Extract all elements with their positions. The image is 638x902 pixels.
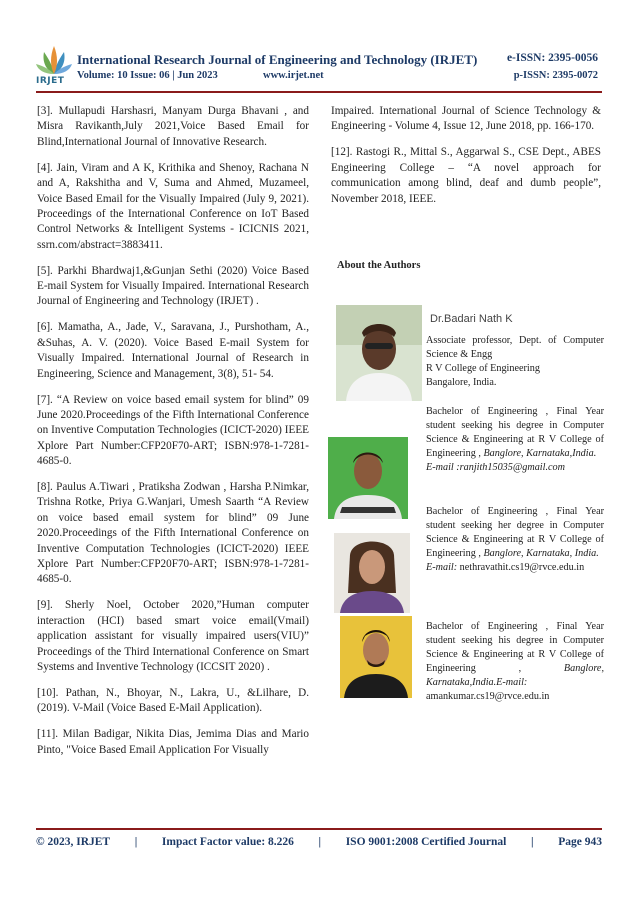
p-issn: p-ISSN: 2395-0072 xyxy=(513,70,598,81)
page-number: Page 943 xyxy=(558,836,602,848)
reference-item: [9]. Sherly Noel, October 2020,”Human computer interaction (HCI) based smart voice email(Vmail) application assistant for visually impaired users(VIU)” Proceedings of the Third International Conference on Smart Systems and Inventive Technology (ICCSIT 2020) . xyxy=(37,599,309,673)
author-photo xyxy=(334,533,410,613)
page-header xyxy=(0,0,638,92)
bio-location: Banglore, Karnataka, India. xyxy=(483,548,599,559)
footer-separator: | xyxy=(134,836,138,848)
footer-divider xyxy=(36,828,602,830)
reference-item: [4]. Jain, Viram and A K, Krithika and Shenoy, Rachana N and A, Rakshitha and V, Suma and Ahmed, Muzameel, Voice Based Email for the Visually Impaired (July 9, 2021). Proceedings of the International Conference on IoT Based Control Networks & Intelligent Systems - ICICNIS 2021, ssrn.com/abstract=3883411. xyxy=(37,161,309,251)
references-left-column xyxy=(37,104,309,769)
author-photo xyxy=(336,305,422,401)
reference-item: [10]. Pathan, N., Bhoyar, N., Lakra, U., &Lilhare, D. (2019). V-Mail (Voice Based E-Mail Application). xyxy=(37,686,309,715)
bio-text: Bachelor of Engineering , Final Year student seeking her degree in Computer Science & Engineering at R V College of Engineering , xyxy=(426,506,604,559)
impact-factor: Impact Factor value: 8.226 xyxy=(161,836,294,848)
bio-line: Bangalore, India. xyxy=(426,377,497,388)
volume-issue: Volume: 10 Issue: 06 | Jun 2023 xyxy=(77,70,218,81)
header-divider xyxy=(36,91,602,93)
reference-item: Impaired. International Journal of Science Technology & Engineering - Volume 4, Issue 12, June 2018, pp. 166-170. xyxy=(331,105,601,133)
author-bio xyxy=(426,620,604,704)
footer-separator: | xyxy=(318,836,322,848)
reference-item: [5]. Parkhi Bhardwaj1,&Gunjan Sethi (2020) Voice Based E-mail System for Visually Impaired. International Research Journal of Engineering and Technology (IRJET) . xyxy=(37,264,309,308)
author-bio xyxy=(426,505,604,575)
reference-item: [7]. “A Review on voice based email system for blind” 09 June 2020.Proceedings of the Fifth International Conference on Inventive Computation Technologies (ICICT-2020) IEEE Xplore Part Number:CFP20F70-ART; ISBN:978-1-7281-4685-0. xyxy=(37,393,309,468)
author-email[interactable]: amankumar.cs19@rvce.edu.in xyxy=(426,691,550,702)
bio-line: Associate professor, Dept. of Computer Science & Engg xyxy=(426,335,604,360)
author-photo xyxy=(340,616,412,698)
footer-separator: | xyxy=(531,836,534,848)
bio-line: R V College of Engineering xyxy=(426,363,540,374)
author-photo xyxy=(328,437,408,519)
reference-item: [6]. Mamatha, A., Jade, V., Saravana, J., Purshotham, A., &Suhas, A. V. (2020). Voice Based E-mail System for Visually Impaired. International Journal of Research in Engineering, Science and Management, 3(8), 51- 54. xyxy=(37,321,309,380)
iso-certification: ISO 9001:2008 Certified Journal xyxy=(345,836,507,848)
reference-item: [8]. Paulus A.Tiwari , Pratiksha Zodwan , Harsha P.Nimkar, Trishna Rotke, Priya G.Wanjari, Umesh Saarth “A Review on voice based email system for blind” 09 June 2020.Proceedings of the Fifth International Conference on Inventive Computation Technologies (ICICT-2020) IEEE Xplore Part Number:CFP20F70-ART; ISBN:978-1-7281-4685-0. xyxy=(37,481,309,586)
journal-title: International Research Journal of Engineering and Technology (IRJET) xyxy=(77,52,478,67)
reference-item: [3]. Mullapudi Harshasri, Manyam Durga Bhavani , and Misra Ravikanth,July 2021,Voice Based Email for Blind,International Journal of Innovative Research. xyxy=(37,105,309,148)
logo-text: IRJET xyxy=(36,76,65,86)
author-email[interactable]: nethravathit.cs19@rvce.edu.in xyxy=(459,562,585,573)
reference-item: [12]. Rastogi R., Mittal S., Aggarwal S., CSE Dept., ABES Engineering College – “A novel approach for communication among blind, deaf and dumb people”, November 2018, IEEE. xyxy=(331,146,601,205)
author-name: Dr.Badari Nath K xyxy=(430,313,513,325)
copyright: © 2023, IRJET xyxy=(36,836,111,848)
page-footer xyxy=(36,836,602,848)
about-authors-heading: About the Authors xyxy=(337,260,421,271)
email-label: E-mail: xyxy=(426,562,458,573)
website-link[interactable]: www.irjet.net xyxy=(263,70,324,81)
reference-item: [11]. Milan Badigar, Nikita Dias, Jemima Dias and Mario Pinto, "Voice Based Email Application For Visually xyxy=(37,728,309,756)
author-bio xyxy=(426,405,604,475)
bio-location: Banglore, Karnataka,India. xyxy=(483,448,597,459)
bio-text: Bachelor of Engineering , Final Year student seeking his degree in Computer Science & Engineering at R V College of Engineering , xyxy=(426,621,604,674)
references-right-column xyxy=(331,104,601,217)
bio-location: Banglore, Karnataka,India.E-mail: xyxy=(426,663,604,688)
e-issn: e-ISSN: 2395-0056 xyxy=(506,52,598,64)
author-email[interactable]: E-mail :ranjith15035@gmail.com xyxy=(426,462,565,473)
author-bio xyxy=(426,334,604,390)
bio-text: Bachelor of Engineering , Final Year student seeking his degree in Computer Science & Engineering at R V College of Engineering , xyxy=(426,406,604,459)
